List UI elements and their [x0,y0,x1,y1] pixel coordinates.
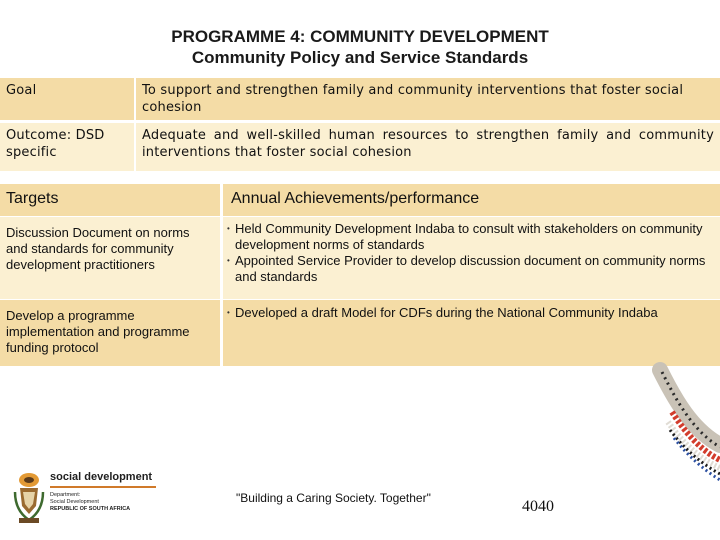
header-targets: Targets [0,184,220,216]
logo-title: social development [50,471,153,483]
table-row [0,217,720,299]
page-number: 4040 [522,498,554,515]
coat-of-arms-icon [12,470,46,526]
goal-text: To support and strengthen family and community interventions that foster social cohesion [136,78,720,120]
logo-sub-line: Department: [50,492,81,498]
outcome-label: Outcome: DSD specific [0,123,134,171]
achievement-item: • Developed a draft Model for CDFs during the National Community Indaba [229,305,714,321]
department-logo [12,468,172,528]
achievement-cell [223,217,720,299]
outcome-row [0,123,720,171]
table-row [0,300,720,366]
title-line-2: Community Policy and Service Standards [191,48,529,67]
logo-divider [50,486,156,488]
achievement-item: • Appointed Service Provider to develop discussion document on community norms and standards [229,253,714,285]
title-line-1: PROGRAMME 4: COMMUNITY DEVELOPMENT [171,27,549,46]
logo-subtitle [50,492,130,513]
logo-sub-line: REPUBLIC OF SOUTH AFRICA [50,506,131,512]
tagline: "Building a Caring Society. Together" [236,491,431,505]
slide-title [0,26,720,68]
achievement-item: • Held Community Development Indaba to consult with stakeholders on community development norms of standards [229,221,714,253]
logo-sub-line: Social Development [50,499,99,505]
target-cell: Develop a programme implementation and programme funding protocol [0,300,220,366]
goal-row [0,78,720,120]
header-achievements: Annual Achievements/performance [223,184,720,216]
table-header-row [0,184,720,216]
beadwork-decoration [630,350,720,490]
target-cell: Discussion Document on norms and standards for community development practitioners [0,217,220,299]
outcome-text: Adequate and well-skilled human resources to strengthen family and community interventions that foster social cohesion [136,123,720,171]
goal-label: Goal [0,78,134,120]
